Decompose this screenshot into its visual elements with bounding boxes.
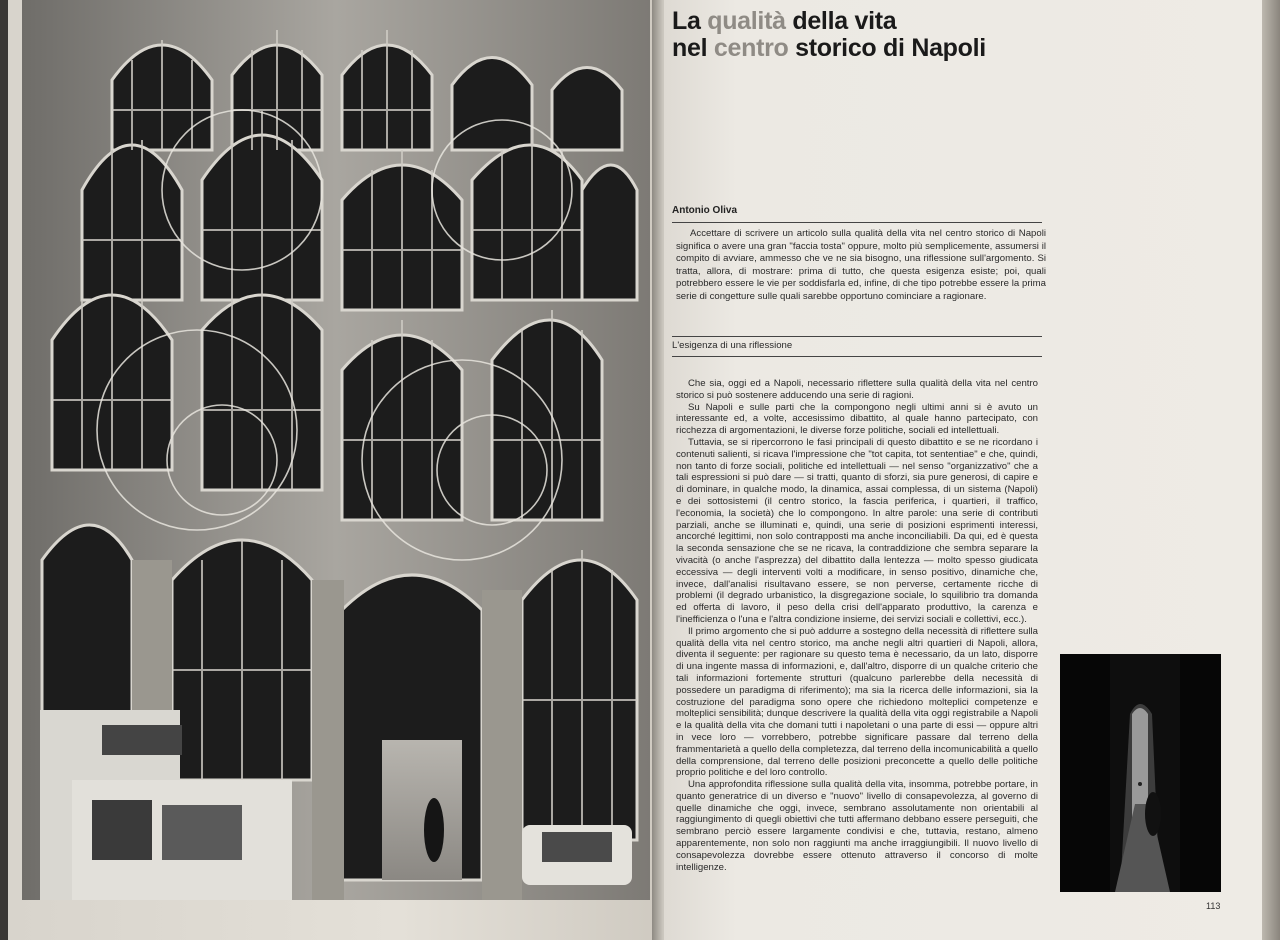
title-word: La [672, 7, 701, 35]
body-paragraph: Che sia, oggi ed a Napoli, necessario riflettere sulla qualità della vita nel centro storico si può sostenere adducendo una serie di ragioni. [676, 378, 1038, 401]
alley-photo [1060, 654, 1221, 892]
body-paragraph: Tuttavia, se si ripercorrono le fasi principali di questo dibattito e se ne ricordano i contenuti salienti, si ricava l'impressione che "tot capita, tot sententiae" e che, quindi, non tanto di forze sociali, politiche ed intellettuali — nel senso "organizzativo" che a tali espressioni si può dare — si tratti, quanto di sforzi, sia pure generosi, di capire e di dominare, in qualche modo, la dinamica, assai complessa, di un sistema (Napoli) e dei sottosistemi (il centro storico, la fascia periferica, i quartieri, il traffico, l'economia, la società) che lo compongono. In altre parole: una serie di contributi parziali, anche se illuminati e, quindi, una serie di posizioni esprimenti interessi, ancorché legittimi, non solo contrapposti ma anche inconciliabili. Da qui, ed è questa la seconda sensazione che se ne ricava, la contraddizione che sembra separare la vivacità (o anche l'asprezza) del dibattito dalla lentezza — molto spesso giudicata eccessiva — degli interventi volti a modificare, in senso positivo, dinamiche che, invece, dall'analisi risultavano essere, se non perverse, certamente ricche di problemi (il degrado urbanistico, la disgregazione sociale, lo squilibrio tra domanda ed offerta di lavoro, il peso della crisi dell'apparato produttivo, la carenza e l'inefficienza o l'una e l'altra condizione insieme, dei servizi sociali e collettivi, ecc.). [676, 436, 1038, 625]
top-rule [672, 222, 1042, 223]
article-body [676, 378, 1038, 873]
page-number: 113 [1206, 901, 1221, 911]
title-word: storico di Napoli [795, 34, 986, 62]
body-paragraph: Una approfondita riflessione sulla qualità della vita, insomma, potrebbe portare, in quanto generatrice di un diverso e "nuovo" livello di consapevolezza, al governo di quelle dinamiche che oggi, invece, sembrano assolutamente non orientabili al raggiungimento di quegli obiettivi che tutti affermano debbano essere perseguiti, che sembrano perciò essere largamente condivisi e che, tuttavia, restano, almeno apparentemente, non solo non raggiunti ma anche irraggiungibili. Il nuovo livello di consapevolezza dovrebbe essere ottenuto attraverso il concorso di molte intelligenze. [676, 779, 1038, 873]
section-rule-top [672, 336, 1042, 337]
section-heading: L'esigenza di una riflessione [672, 340, 793, 351]
author-name: Antonio Oliva [672, 205, 737, 216]
body-paragraph: Su Napoli e sulle parti che la compongono negli ultimi anni si è avuto un interessante ed, a volte, accesissimo dibattito, al quale hanno partecipato, con ricchezza di argomentazioni, le diverse forze politiche, sociali ed intellettuali. [676, 401, 1038, 437]
title-word: della vita [792, 7, 897, 35]
title-word: nel [672, 34, 708, 62]
article-title [672, 8, 1052, 62]
title-word: centro [713, 34, 789, 62]
intro-paragraph: Accettare di scrivere un articolo sulla qualità della vita nel centro storico di Napoli significa o avere una gran "faccia tosta" oppure, molto più semplicemente, assumersi il compito di avviare, ammesso che ve ne sia bisogno, una riflessione sull'argomento. Si tratta, allora, di mostrare: prima di tutto, che questa esigenza esiste; poi, quali potrebbero essere le vie per soddisfarla ed, infine, di che tipo potrebbe essere la prima serie di congetture sulle quali sarebbe opportuno cominciare a ragionare. [676, 228, 1046, 302]
alley-photo-drawing [1060, 654, 1221, 892]
section-rule-bottom [672, 356, 1042, 357]
body-paragraph: Il primo argomento che si può addurre a sostegno della necessità di riflettere sulla qualità della vita nel centro storico, ma anche negli altri quartieri di Napoli, allora, diventa il seguente: per ragionare su questo tema è necessario, da un lato, disporre di una ingente massa di informazioni, e, dall'altro, disporre di un qualche criterio che tali informazioni fortemente strutturi (qualcuno parlerebbe della necessità di possedere un paradigma di riferimento); ma sia la ricerca delle informazioni, sia la costruzione del paradigma sono opere che richiedono molteplici competenze e molteplici sensibilità; dunque descrivere la qualità della vita oggi registrabile a Napoli e la qualità della vita che domani tutti i napoletani o una parte di essi — oppure altri in vece loro — vorrebbero, potrebbe significare passare dal terreno della frammentarietà a quello della completezza, dal terreno della incomunicabilità a quello della comprensione, dal terreno delle posizioni preconcette a quello delle politiche proprio politiche e del loro controllo. [676, 625, 1038, 779]
title-word: qualità [707, 7, 786, 35]
page-edge [1262, 0, 1280, 940]
courtyard-photo [22, 0, 650, 900]
courtyard-photo-drawing [22, 0, 650, 900]
